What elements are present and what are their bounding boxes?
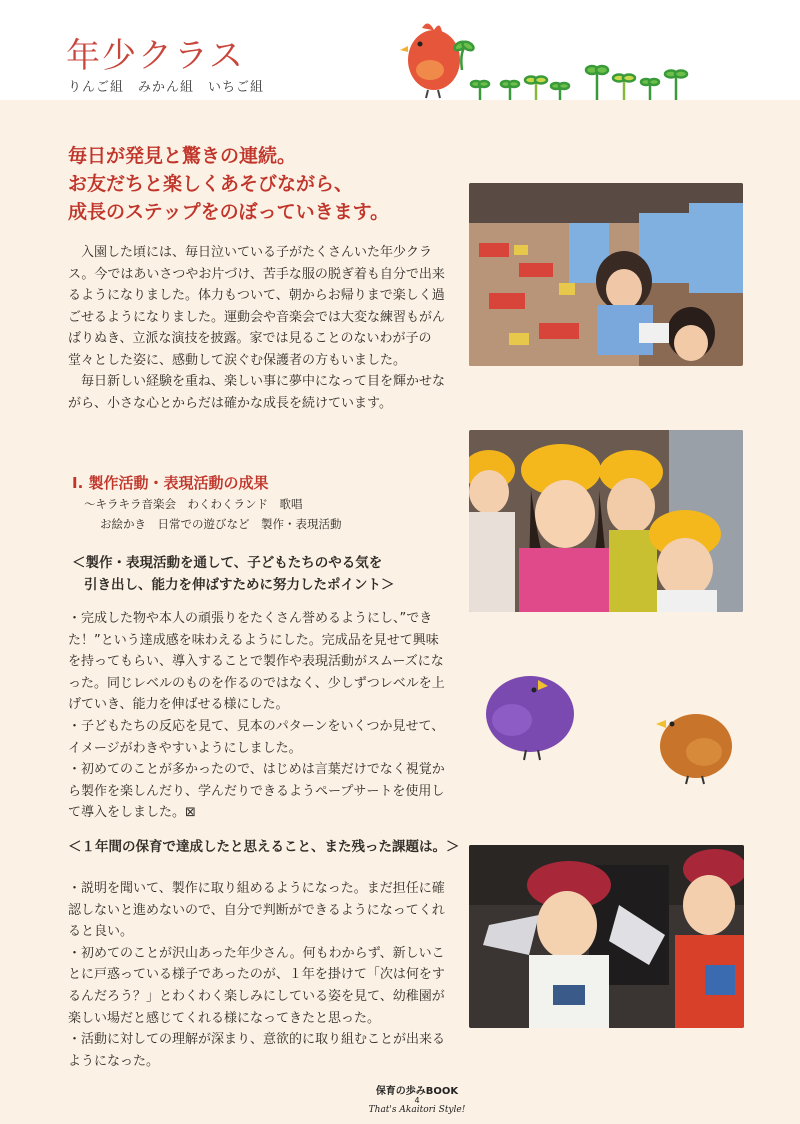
point-body [68,608,448,824]
achievement-item: ・説明を聞いて、製作に取り組めるようになった。まだ担任に確認しないと進めないので、自分で判断ができるようになってくれると良い。 [68,881,445,940]
orange-bird-illustration [652,706,736,786]
footer-tagline: That's Akaitori Style! [368,1105,466,1115]
headline [68,142,389,226]
point-heading-line: 引き出し、能力を伸ばすために努力したポイント＞ [84,577,395,593]
headline-line: 毎日が発見と驚きの連続。 [68,145,297,167]
section-title: Ⅰ. 製作活動・表現活動の成果 [72,474,269,492]
intro-paragraph: 入園した頃には、毎日泣いている子がたくさんいた年少クラス。今ではあいさつやお片づけ、苦手な服の脱ぎ着も自分で出来るようになりました。体力もついて、朝からお帰りまで楽しく過ごせるようになりました。運動会や音楽会では大変な練習もがんばりぬき、立派な演技を披露。家では見ることのないわが子の堂々とした姿に、感動して涙ぐむ保護者の方もいました。 [68,245,446,368]
point-item: ・完成した物や本人の頑張りをたくさん誉めるようにし、”できた！”という達成感を味わえるようにした。完成品を見せて興味を持ってもらい、導入することで製作や表現活動がスムーズになった。同じレベルのものを作るのではなく、少しずつレベルを上げていき、能力を伸ばせる様にした。 [68,611,445,713]
page-footer [362,1086,472,1116]
classroom-lunch-photo [469,183,743,366]
point-heading-line: ＜製作・表現活動を通して、子どもたちのやる気を [72,555,383,571]
section-subtitle-line: ～キラキラ音楽会 わくわくランド 歌唱 [84,497,303,511]
achievement-heading: ＜１年間の保育で達成したと思えること、また残った課題は。＞ [68,839,460,855]
children-yellow-hats-photo [469,430,743,612]
intro-paragraph: 毎日新しい経験を重ね、楽しい事に夢中になって目を輝かせながら、小さな心とからだは確かな成長を続けています。 [68,374,446,411]
point-item: ・初めてのことが多かったので、はじめは言葉だけでなく視覚から製作を楽しんだり、学んだりできるようペープサートを使用して導入をしました。⊠ [68,762,445,821]
purple-bird-illustration [482,670,582,765]
section-subtitle-line: お絵かき 日常での遊びなど 製作・表現活動 [100,517,342,531]
point-heading [72,552,395,596]
point-item: ・子どもたちの反応を見て、見本のパターンをいくつか見せて、イメージがわきやすいようにしました。 [68,718,445,756]
page-title: 年少クラス [66,36,245,76]
intro-text [68,242,446,414]
headline-line: 成長のステップをのぼっていきます。 [68,201,390,223]
achievement-item: ・活動に対しての理解が深まり、意欲的に取り組むことが出来るようになった。 [68,1032,446,1069]
bird-and-sprouts-illustration [400,10,700,100]
achievement-body [68,878,448,1072]
achievement-item: ・初めてのことが沢山あった年少さん。何もわからず、新しいことに戸惑っている様子であったのが、１年を掛けて「次は何をするんだろう？」とわくわく楽しみにしている姿を見て、幼稚園が楽しい場だと感じてくれる様になってきたと思った。 [68,945,445,1026]
children-red-hats-photo [469,845,744,1028]
class-groups: りんご組 みかん組 いちご組 [68,80,265,95]
section-subtitle [84,494,342,534]
headline-line: お友だちと楽しくあそびながら、 [68,173,354,195]
page-header [0,0,800,100]
book-title: 保育の歩みBOOK [375,1086,459,1097]
page-number: 4 [414,1096,420,1105]
